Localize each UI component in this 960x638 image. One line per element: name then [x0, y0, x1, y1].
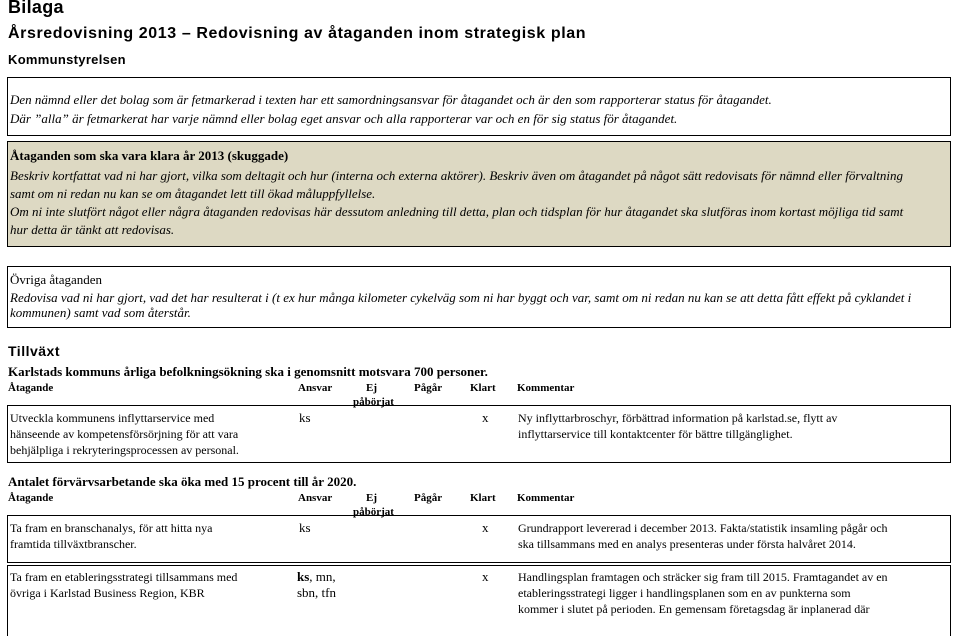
shaded-line: Om ni inte slutfört något eller några åtaganden redovisas här dessutom anledning till detta, plan och tidsplan för hur åtagandet ska slutföras inom kortast möjliga tid samt: [10, 204, 904, 219]
header-ansvar: Ansvar: [298, 382, 333, 394]
intro-line: Där ”alla” är fetmarkerat har varje nämnd eller bolag eget ansvar och alla rapporterar var och en för sig status för åtagandet.: [10, 111, 678, 126]
other-line: Redovisa vad ni har gjort, vad det har resulterat i (t ex hur många kilometer cykelväg som ni har byggt och var, samt om ni redan nu kan se att detta fått effekt på cyklandet i: [10, 290, 912, 305]
header-ansvar: Ansvar: [298, 492, 333, 504]
header-ej: Ej: [366, 382, 377, 394]
document-subtitle: Årsredovisning 2013 – Redovisning av åtaganden inom strategisk plan: [8, 25, 587, 42]
shaded-instructions-box: [7, 141, 951, 247]
cell-text: framtida tillväxtbranscher.: [10, 537, 137, 551]
row-atagande: [10, 410, 239, 458]
page-title: Bilaga: [8, 0, 64, 17]
header-kommentar: Kommentar: [517, 382, 575, 394]
other-line: kommunen) samt vad som återstår.: [10, 305, 191, 320]
header-klart: Klart: [470, 492, 496, 504]
row-kommentar: [518, 520, 888, 552]
table-row: [7, 565, 951, 636]
shaded-line: samt om ni redan nu kan se om åtagandet lett till ökad måluppfyllelse.: [10, 186, 376, 201]
cell-text: Grundrapport levererad i december 2013. Fakta/statistik insamling pågår och: [518, 521, 888, 535]
section-title: Tillväxt: [8, 343, 60, 359]
cell-text: Handlingsplan framtagen och sträcker sig fram till 2015. Framtagandet av en: [518, 570, 888, 584]
goal-title: Karlstads kommuns årliga befolkningsökning ska i genomsnitt motsvara 700 personer.: [8, 364, 488, 379]
header-atagande: Åtagande: [8, 492, 54, 504]
header-pagar: Pågår: [414, 492, 443, 504]
header-klart: Klart: [470, 382, 496, 394]
goal-title: Antalet förvärvsarbetande ska öka med 15 procent till år 2020.: [8, 474, 357, 489]
table-row: [7, 515, 951, 563]
shaded-line: hur detta är tänkt att redovisas.: [10, 222, 175, 237]
header-kommentar: Kommentar: [517, 492, 575, 504]
header-paborjat: påbörjat: [353, 506, 394, 518]
cell-text: etableringsstrategi ligger i handlingsplanen som en av punkterna som: [518, 586, 851, 600]
cell-text: Ta fram en etableringsstrategi tillsammans med: [10, 570, 238, 584]
row-klart: x: [482, 410, 489, 425]
cell-text: hänseende av kompetensförsörjning för att vara: [10, 427, 239, 441]
shaded-title: Åtaganden som ska vara klara år 2013 (skuggade): [10, 148, 289, 163]
intro-box: [7, 77, 951, 136]
board-name: Kommunstyrelsen: [8, 52, 126, 67]
row-kommentar: [518, 569, 888, 617]
other-commitments-box: [7, 266, 951, 328]
cell-text: övriga i Karlstad Business Region, KBR: [10, 586, 205, 600]
header-ej: Ej: [366, 492, 377, 504]
shaded-line: Beskriv kortfattat vad ni har gjort, vilka som deltagit och hur (interna och externa aktörer). Beskriv även om åtagandet på något sätt redovisats för nämnd eller förvaltning: [10, 168, 904, 183]
cell-text: sbn, tfn: [297, 585, 336, 600]
cell-text: ska tillsammans med en analys presenteras under första halvåret 2014.: [518, 537, 856, 551]
ansvar-lead: ks: [297, 569, 310, 584]
row-atagande: [10, 520, 212, 552]
cell-text: inflyttarservice till kontaktcenter för bättre tillgänglighet.: [518, 427, 793, 441]
row-klart: x: [482, 569, 489, 584]
row-ansvar: ks: [299, 520, 311, 535]
row-atagande: [10, 569, 237, 601]
header-atagande: Åtagande: [8, 382, 54, 394]
table-row: [7, 405, 951, 463]
other-title: Övriga åtaganden: [10, 272, 103, 287]
intro-line: Den nämnd eller det bolag som är fetmarkerad i texten har ett samordningsansvar för åtagandet och är den som rapporterar status för åtagandet.: [10, 92, 772, 107]
row-ansvar: [297, 569, 336, 601]
cell-text: kommer i slutet på perioden. En gemensam företagsdag är inplanerad där: [518, 602, 870, 616]
row-klart: x: [482, 520, 489, 535]
header-pagar: Pågår: [414, 382, 443, 394]
header-paborjat: påbörjat: [353, 396, 394, 408]
cell-text: Ny inflyttarbroschyr, förbättrad information på karlstad.se, flytt av: [518, 411, 838, 425]
cell-text: Ta fram en branschanalys, för att hitta nya: [10, 521, 213, 535]
cell-text: Utveckla kommunens inflyttarservice med: [10, 411, 215, 425]
row-kommentar: [518, 410, 837, 442]
ansvar-rest: , mn,: [309, 569, 336, 584]
row-ansvar: ks: [299, 410, 311, 425]
cell-text: behjälpliga i rekryteringsprocessen av personal.: [10, 443, 239, 457]
